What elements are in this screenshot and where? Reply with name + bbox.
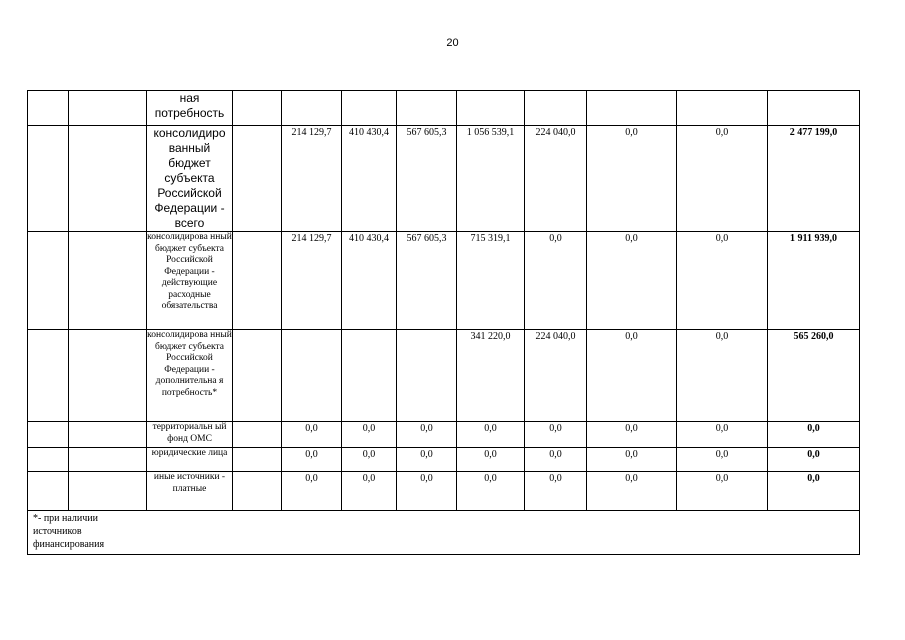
value-cell: 214 129,7 — [282, 232, 342, 330]
value-cell: 0,0 — [282, 472, 342, 511]
value-cell — [342, 330, 397, 422]
total-cell: 565 260,0 — [768, 330, 860, 422]
value-cell — [457, 91, 525, 126]
empty-cell — [28, 472, 69, 511]
value-cell: 0,0 — [397, 422, 457, 448]
value-cell: 0,0 — [457, 422, 525, 448]
value-cell — [282, 330, 342, 422]
table-row — [28, 330, 860, 422]
value-cell: 410 430,4 — [342, 232, 397, 330]
empty-cell — [233, 472, 282, 511]
empty-cell — [28, 126, 69, 232]
value-cell: 0,0 — [342, 472, 397, 511]
page-number: 20 — [446, 37, 459, 49]
table-row — [28, 422, 860, 448]
value-cell: 567 605,3 — [397, 126, 457, 232]
value-cell: 0,0 — [587, 472, 677, 511]
value-cell — [397, 330, 457, 422]
empty-cell — [69, 232, 147, 330]
value-cell: 0,0 — [677, 472, 768, 511]
empty-cell — [28, 448, 69, 472]
table-row — [28, 472, 860, 511]
empty-cell — [28, 232, 69, 330]
empty-cell — [69, 422, 147, 448]
empty-cell — [233, 422, 282, 448]
value-cell: 1 056 539,1 — [457, 126, 525, 232]
empty-cell — [233, 330, 282, 422]
value-cell: 0,0 — [525, 448, 587, 472]
value-cell: 0,0 — [677, 232, 768, 330]
total-cell: 0,0 — [768, 448, 860, 472]
value-cell — [677, 91, 768, 126]
row-label: территориальн ый фонд ОМС — [147, 422, 233, 448]
total-cell: 2 477 199,0 — [768, 126, 860, 232]
row-label: ная потребность — [147, 91, 233, 126]
value-cell: 0,0 — [587, 232, 677, 330]
total-cell: 0,0 — [768, 472, 860, 511]
empty-cell — [233, 126, 282, 232]
value-cell: 0,0 — [587, 126, 677, 232]
value-cell: 0,0 — [525, 472, 587, 511]
value-cell: 0,0 — [677, 422, 768, 448]
value-cell: 0,0 — [342, 422, 397, 448]
row-label: иные источники - платные — [147, 472, 233, 511]
footnote: *- при наличии источников финансирования — [28, 511, 860, 555]
value-cell — [342, 91, 397, 126]
empty-cell — [233, 448, 282, 472]
total-cell: 0,0 — [768, 422, 860, 448]
value-cell: 567 605,3 — [397, 232, 457, 330]
table-row — [28, 448, 860, 472]
row-label: консолидирова нный бюджет субъекта Российской Федерации - действующие расходные обязательства — [147, 232, 233, 330]
value-cell: 0,0 — [677, 330, 768, 422]
value-cell: 0,0 — [525, 422, 587, 448]
value-cell: 0,0 — [282, 422, 342, 448]
value-cell: 0,0 — [457, 448, 525, 472]
value-cell: 341 220,0 — [457, 330, 525, 422]
value-cell: 715 319,1 — [457, 232, 525, 330]
row-label: консолидиро ванный бюджет субъекта Российской Федерации - всего — [147, 126, 233, 232]
empty-cell — [28, 330, 69, 422]
value-cell — [525, 91, 587, 126]
value-cell: 224 040,0 — [525, 330, 587, 422]
total-cell — [768, 91, 860, 126]
row-label: консолидирова нный бюджет субъекта Российской Федерации - дополнительна я потребность* — [147, 330, 233, 422]
empty-cell — [233, 232, 282, 330]
value-cell: 214 129,7 — [282, 126, 342, 232]
empty-cell — [28, 422, 69, 448]
value-cell: 0,0 — [457, 472, 525, 511]
value-cell: 0,0 — [587, 448, 677, 472]
total-cell: 1 911 939,0 — [768, 232, 860, 330]
empty-cell — [69, 448, 147, 472]
value-cell: 0,0 — [525, 232, 587, 330]
value-cell: 0,0 — [677, 448, 768, 472]
empty-cell — [69, 91, 147, 126]
value-cell: 224 040,0 — [525, 126, 587, 232]
value-cell — [397, 91, 457, 126]
value-cell: 0,0 — [397, 472, 457, 511]
budget-table — [27, 90, 860, 555]
footnote-row — [28, 511, 860, 555]
value-cell — [587, 91, 677, 126]
value-cell: 0,0 — [587, 422, 677, 448]
empty-cell — [69, 472, 147, 511]
empty-cell — [69, 330, 147, 422]
value-cell — [282, 91, 342, 126]
table-row — [28, 232, 860, 330]
value-cell: 410 430,4 — [342, 126, 397, 232]
empty-cell — [69, 126, 147, 232]
empty-cell — [233, 91, 282, 126]
table-row — [28, 126, 860, 232]
value-cell: 0,0 — [677, 126, 768, 232]
value-cell: 0,0 — [342, 448, 397, 472]
row-label: юридические лица — [147, 448, 233, 472]
empty-cell — [28, 91, 69, 126]
value-cell: 0,0 — [282, 448, 342, 472]
value-cell: 0,0 — [397, 448, 457, 472]
table-row — [28, 91, 860, 126]
value-cell: 0,0 — [587, 330, 677, 422]
